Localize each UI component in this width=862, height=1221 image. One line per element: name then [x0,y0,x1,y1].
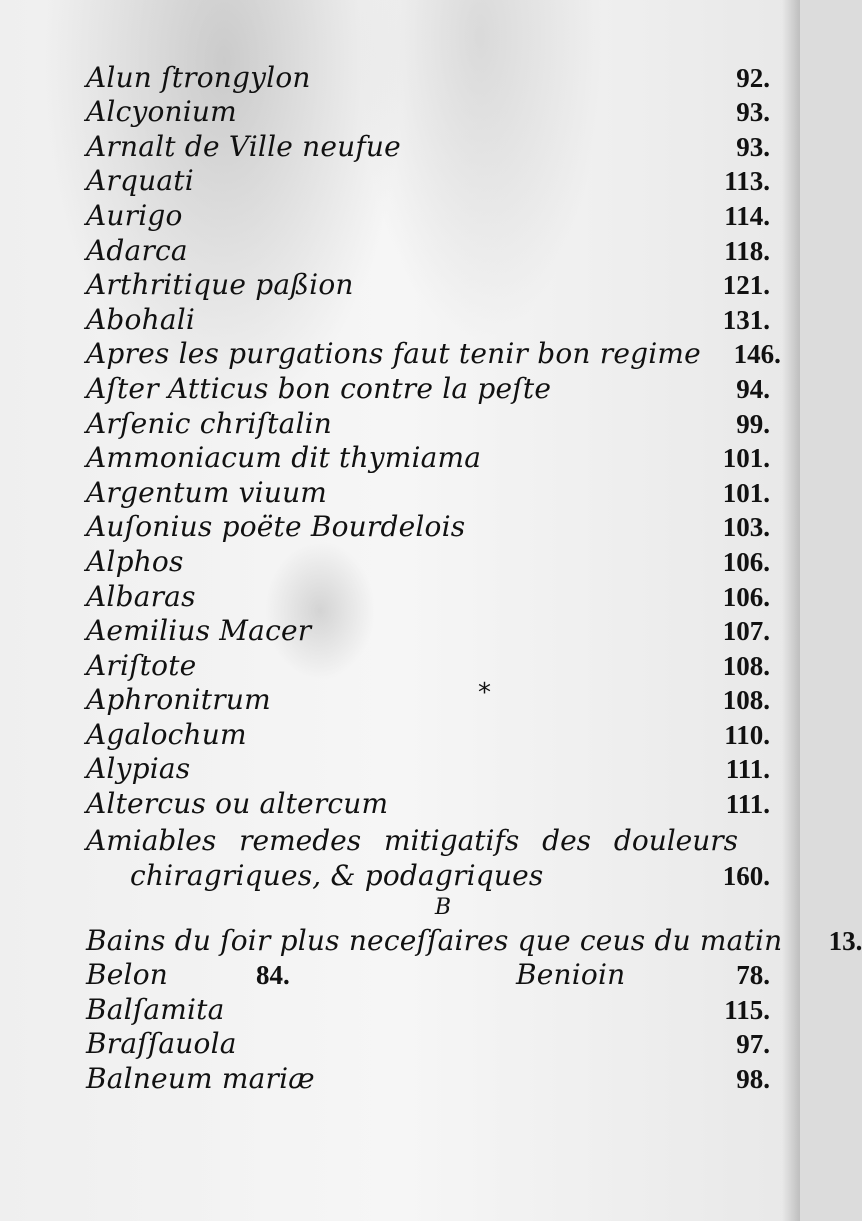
entry-text: Auſonius poëte Bourdelois [86,510,466,544]
entry-page-number: 108. [722,650,770,681]
entry-text-benioin: Benioin [516,958,626,992]
index-entry [86,233,770,268]
entry-text: Alypias [86,752,191,786]
entry-text: Aſter Atticus bon contre la peſte [86,371,552,405]
index-entry [86,164,770,199]
entry-page-number: 107. [722,616,770,647]
entry-text: Altercus ou altercum [86,787,389,821]
asterisk-mark: * [478,678,491,708]
entry-page-number: 99. [736,408,770,439]
entry-line2 [86,859,770,893]
index-entry [86,198,770,233]
entry-text: Arſenic chriſtalin [86,406,333,440]
entry-text: Alcyonium [86,95,237,129]
index-entries-b [86,992,770,1096]
entry-text: Adarca [86,233,188,267]
entry-text: Albaras [86,579,196,613]
entry-page-number: 92. [736,62,770,93]
entry-page-number: 106. [722,546,770,577]
entry-page-number: 101. [722,477,770,508]
section-letter-heading: B [434,895,452,921]
entry-page-number: 103. [722,512,770,543]
entry-text: Agalochum [86,717,247,751]
index-list [86,60,862,1096]
entry-page-number: 118. [724,235,770,266]
entry-page-number: 160. [722,861,770,892]
entry-page-number: 97. [736,1029,770,1060]
entry-text: Arnalt de Ville neufue [86,129,401,163]
entry-page-number: 13. [828,925,862,956]
index-entry [86,441,770,476]
entry-page-number: 93. [736,131,770,162]
entry-text: Alphos [86,544,184,578]
entry-page-number: 131. [722,304,770,335]
entry-text-line2: chiragriques, & podagriques [130,859,544,893]
entry-page-number: 108. [722,685,770,716]
index-entry [86,95,770,130]
index-entry [86,1061,770,1096]
index-entry-multiline [86,821,770,893]
entry-page-number: 113. [724,166,770,197]
index-entry [86,992,770,1027]
entry-text-belon: Belon [86,958,168,992]
index-entry [86,683,770,718]
entry-text: Argentum viuum [86,475,328,509]
entry-text: Bains du ſoir plus neceſſaires que ceus du matin [86,923,783,957]
index-entry [86,475,770,510]
index-entry [86,60,770,95]
entry-page-number: 115. [724,994,770,1025]
entry-page-number: 146. [733,339,781,370]
index-entry [86,579,770,614]
entry-text: Ammoniacum dit thymiama [86,441,482,475]
entry-page-number: 111. [725,789,770,820]
index-entry [86,406,770,441]
index-entry [86,544,770,579]
entry-page-number: 98. [736,1064,770,1095]
entry-text: Apres les purgations faut tenir bon regime [86,337,701,371]
entry-page-number: 101. [722,443,770,474]
entry-page-number: 110. [724,719,770,750]
entry-page-number: 111. [725,754,770,785]
entry-text: Ariſtote [86,648,197,682]
entry-page-number: 94. [736,373,770,404]
entry-text: Arthritique paßion [86,268,354,302]
index-entry [86,510,770,545]
index-entry [86,923,862,958]
index-entries-a [86,60,781,821]
index-entry [86,302,770,337]
entry-text: Alun ſtrongylon [86,60,311,94]
entry-text: Braſſauola [86,1027,237,1061]
page-edge-shadow [782,0,800,1221]
entry-page-number: 93. [736,97,770,128]
entry-page-number: 121. [722,270,770,301]
entry-text: Abohali [86,302,196,336]
index-entry [86,648,770,683]
entry-text: Aemilius Macer [86,614,312,648]
index-entry [86,371,770,406]
entry-page-number-benioin: 78. [736,960,770,991]
index-entry [86,614,770,649]
entry-text: Aphronitrum [86,683,271,717]
entry-text-line1: Amiables remedes mitigatifs des douleurs [86,824,739,858]
index-entry-split [86,958,770,993]
index-entry [86,337,781,372]
entry-page-number-belon: 84. [256,960,290,991]
index-entry [86,129,770,164]
index-entry [86,268,770,303]
index-entry [86,786,770,821]
entry-text: Balſamita [86,992,225,1026]
entry-text: Arquati [86,164,194,198]
index-entry [86,717,770,752]
index-entry [86,752,770,787]
index-entry [86,1027,770,1062]
entry-page-number: 106. [722,581,770,612]
entry-page-number: 114. [724,200,770,231]
entry-text: Aurigo [86,198,183,232]
entry-text: Balneum mariæ [86,1062,315,1096]
